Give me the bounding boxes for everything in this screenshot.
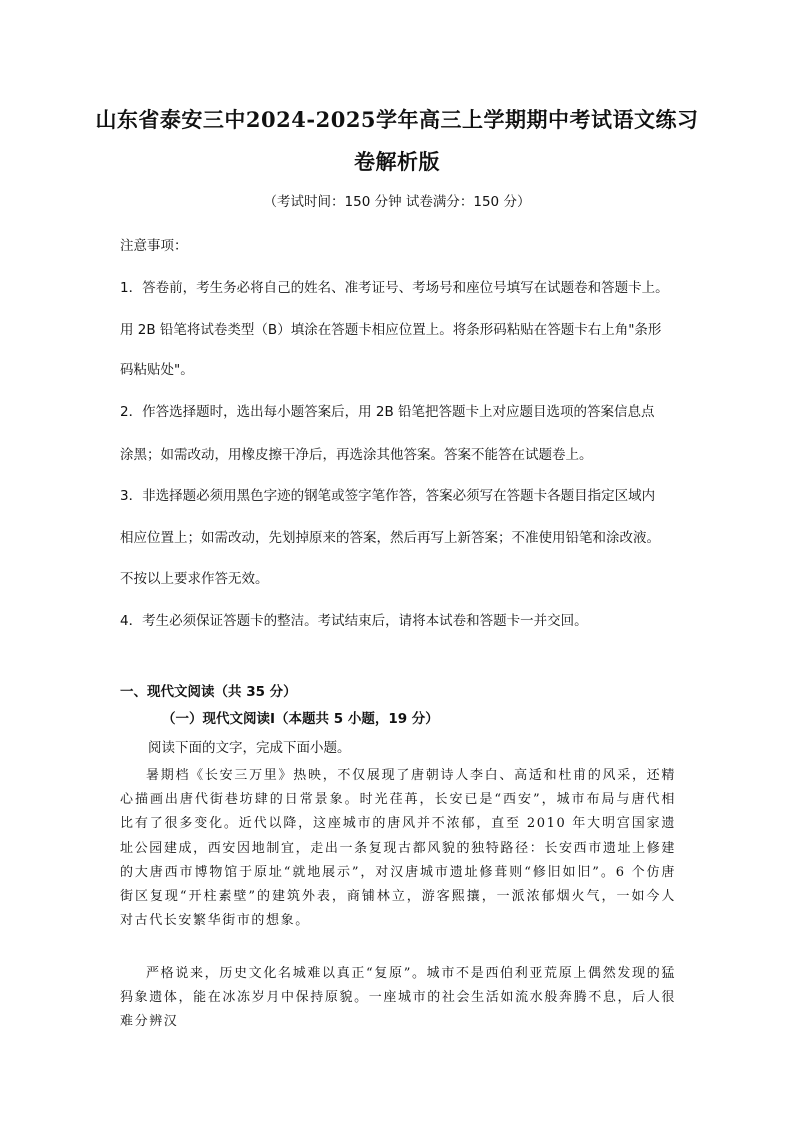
notice-line-1: 1．答卷前，考生务必将自己的姓名、准考证号、考场号和座位号填写在试题卷和答题卡上。: [120, 280, 669, 296]
notice-line-8: 不按以上要求作答无效。: [120, 571, 269, 587]
passage-paragraph-2: 严格说来，历史文化名城难以真正“复原”。城市不是西伯利亚荒原上偶然发现的猛犸象遗体，能在冰冻岁月中保持原貌。一座城市的社会生活如流水般奔腾不息，后人很难分辨汉: [120, 966, 676, 1030]
subsection-heading: （一）现代文阅读Ⅰ（本题共 5 小题，19 分）: [162, 711, 439, 727]
section-heading: 一、现代文阅读（共 35 分）: [120, 684, 297, 700]
notice-line-5: 涂黑；如需改动，用橡皮擦干净后，再选涂其他答案。答案不能答在试题卷上。: [120, 447, 593, 463]
notice-line-4: 2．作答选择题时，选出每小题答案后，用 2B 铅笔把答题卡上对应题目选项的答案信息点: [120, 404, 655, 420]
reading-instruction: 阅读下面的文字，完成下面小题。: [148, 740, 351, 756]
document-title-line-1: 山东省泰安三中2024-2025学年高三上学期期中考试语文练习: [95, 107, 699, 132]
notice-line-7: 相应位置上；如需改动，先划掉原来的答案，然后再写上新答案；不准使用铅笔和涂改液。: [120, 530, 660, 546]
notice-line-6: 3．非选择题必须用黑色字迹的钢笔或签字笔作答，答案必须写在答题卡各题目指定区域内: [120, 488, 656, 504]
notice-line-2: 用 2B 铅笔将试卷类型（B）填涂在答题卡相应位置上。将条形码粘贴在答题卡右上角"条形: [120, 322, 662, 338]
document-title-line-2: 卷解析版: [354, 149, 440, 174]
exam-info: （考试时间：150 分钟 试卷满分：150 分）: [263, 194, 531, 210]
passage-paragraph-1: 暑期档《长安三万里》热映，不仅展现了唐朝诗人李白、高适和杜甫的风采，还精心描画出唐代街巷坊肆的日常景象。时光荏苒，长安已是“西安”，城市布局与唐代相比有了很多变化。近代以降，这座城市的唐风并不浓郁，直至 2010 年大明宫国家遗址公园建成，西安因地制宜，走出一条复现古都风貌的独特路径：长安西市遗址上修建的大唐西市博物馆于原址“就地展示”，对汉唐城市遗址修葺则“修旧如旧”。6 个仿唐街区复现“开柱素壁”的建筑外表，商铺林立，游客熙攘，一派浓郁烟火气，一如今人对古代长安繁华街市的想象。: [120, 768, 676, 929]
notice-line-3: 码粘贴处"。: [120, 362, 194, 378]
notice-line-9: 4．考生必须保证答题卡的整洁。考试结束后，请将本试卷和答题卡一并交回。: [120, 613, 588, 629]
notice-heading: 注意事项：: [120, 238, 188, 254]
